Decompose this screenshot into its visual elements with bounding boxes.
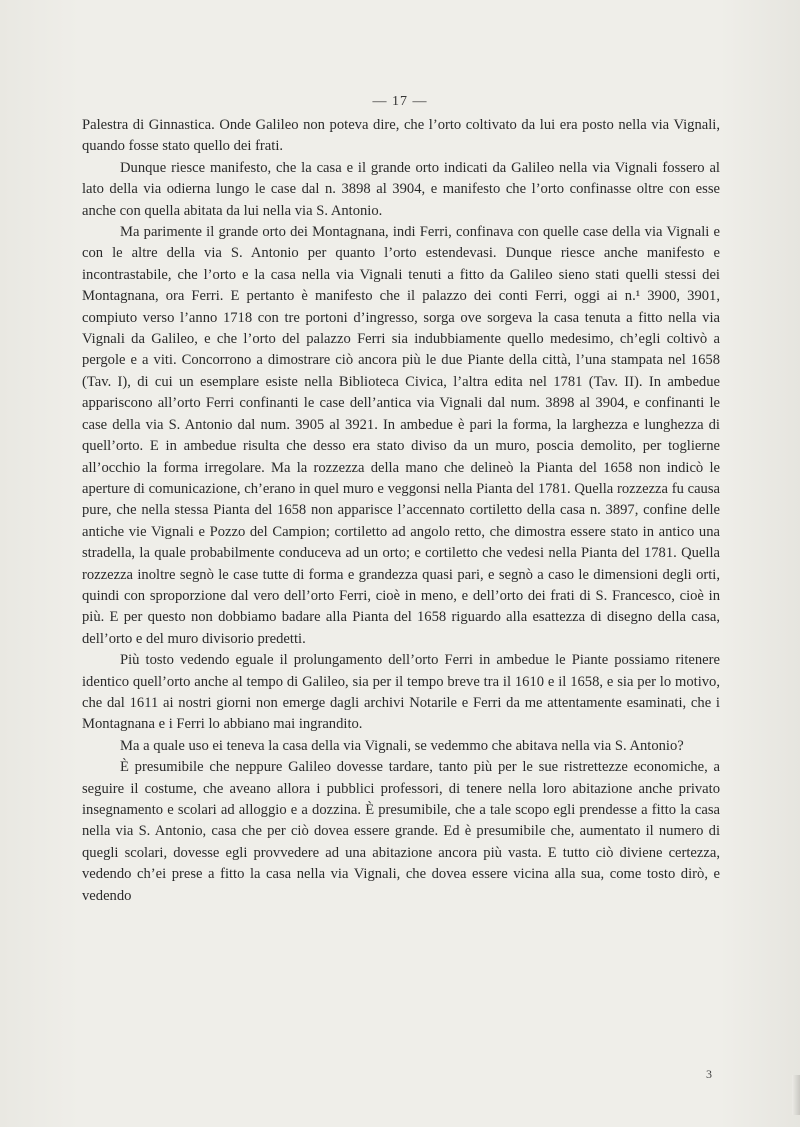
paragraph: Ma parimente il grande orto dei Montagnana, indi Ferri, confinava con quelle case della via Vignali e con le altre della via S. Antonio per quanto l’orto estendevasi. Dunque riesce anche manifesto e incontrastabile, che l’orto e la casa nella via Vignali tenuti a fitto da Galileo sieno stati quelli stessi dei Montagnana, ora Ferri. E pertanto è manifesto che il palazzo dei conti Ferri, oggi ai n.¹ 3900, 3901, compiuto verso l’anno 1718 con tre portoni d’ingresso, sorga ove sorgeva la casa tenuta a fitto nella via Vignali da Galileo, e che l’orto del palazzo Ferri sia indubbiamente quello medesimo, ch’egli coltivò a pergole e a viti. Concorrono a dimostrare ciò ancora più le due Piante della città, l’una stampata nel 1658 (Tav. I), di cui un esemplare esiste nella Biblioteca Civica, l’altra edita nel 1781 (Tav. II). In ambedue appariscono all’orto Ferri confinanti le case dell’antica via Vignali dal num. 3898 al 3904, e confinanti le case della via S. Antonio dal num. 3905 al 3921. In ambedue è pari la forma, la larghezza e lunghezza di quell’orto. E in ambedue risulta che desso era stato diviso da un muro, poscia demolito, per toglierne all’occhio la forma irregolare. Ma la rozzezza della mano che delineò la Pianta del 1658 non indicò le aperture di comunicazione, ch’erano in quel muro e veggonsi nella Pianta del 1781. Quella rozzezza fu causa pure, che nella stessa Pianta del 1658 non apparisce l’accennato cortiletto della casa n. 3897, confine delle antiche vie Vignali e Pozzo del Campion; cortiletto ad angolo retto, che dimostra essere stato in antico una stradella, la quale probabilmente conduceva ad un orto; e cortiletto che vedesi nella Pianta del 1781. Quella rozzezza inoltre segnò le case tutte di forma e grandezza quasi pari, e segnò a caso le dimensioni degli orti, quindi con sproporzione dal vero dell’orto Ferri, cioè in meno, e dell’orto dei frati di S. Francesco, cioè in più. E per questo non dobbiamo badare alla Pianta del 1658 riguardo alla esattezza di disegno della casa, dell’orto e del muro divisorio predetti.: [82, 224, 720, 647]
paragraph: Più tosto vedendo eguale il prolungamento dell’orto Ferri in ambedue le Piante possiamo ritenere identico quell’orto anche al tempo di Galileo, sia per il tempo breve tra il 1610 e il 1658, e sia per lo motivo, che dal 1611 ai nostri giorni non emerge dagli archivi Notarile e Ferri da me attentamente esaminati, che i Montagnana e i Ferri lo abbiano mai ingrandito.: [82, 652, 720, 733]
page-edge: [792, 1075, 800, 1115]
signature-mark: 3: [706, 1067, 712, 1081]
body-text: [82, 115, 720, 907]
paragraph: Ma a quale uso ei teneva la casa della via Vignali, se vedemmo che abitava nella via S. Antonio?: [120, 737, 684, 754]
page-number: — 17 —: [372, 94, 428, 109]
paragraph: Dunque riesce manifesto, che la casa e il grande orto indicati da Galileo nella via Vignali fossero al lato della via odierna lungo le case dal n. 3898 al 3904, e manifesto che l’orto confinasse oltre con esse anche con quella abitata da lui nella via S. Antonio.: [82, 159, 720, 219]
paragraph: È presumibile che neppure Galileo dovesse tardare, tanto più per le sue ristrettezze economiche, a seguire il costume, che aveano allora i pubblici professori, di tenere nella loro abitazione anche privato insegnamento e scolari ad alloggio e a dozzina. È presumibile, che a tale scopo egli prendesse a fitto la casa nella via S. Antonio, casa che per ciò dovea essere grande. Ed è presumibile che, aumentato il numero di quegli scolari, dovesse egli provvedere ad una abitazione ancora più vasta. E tutto ciò diviene certezza, vedendo ch’ei prese a fitto la casa nella via Vignali, che dovea essere vicina alla sua, come tosto dirò, e vedendo: [82, 759, 720, 904]
paragraph: Palestra di Ginnastica. Onde Galileo non poteva dire, che l’orto coltivato da lui era posto nella via Vignali, quando fosse stato quello dei frati.: [82, 117, 720, 155]
